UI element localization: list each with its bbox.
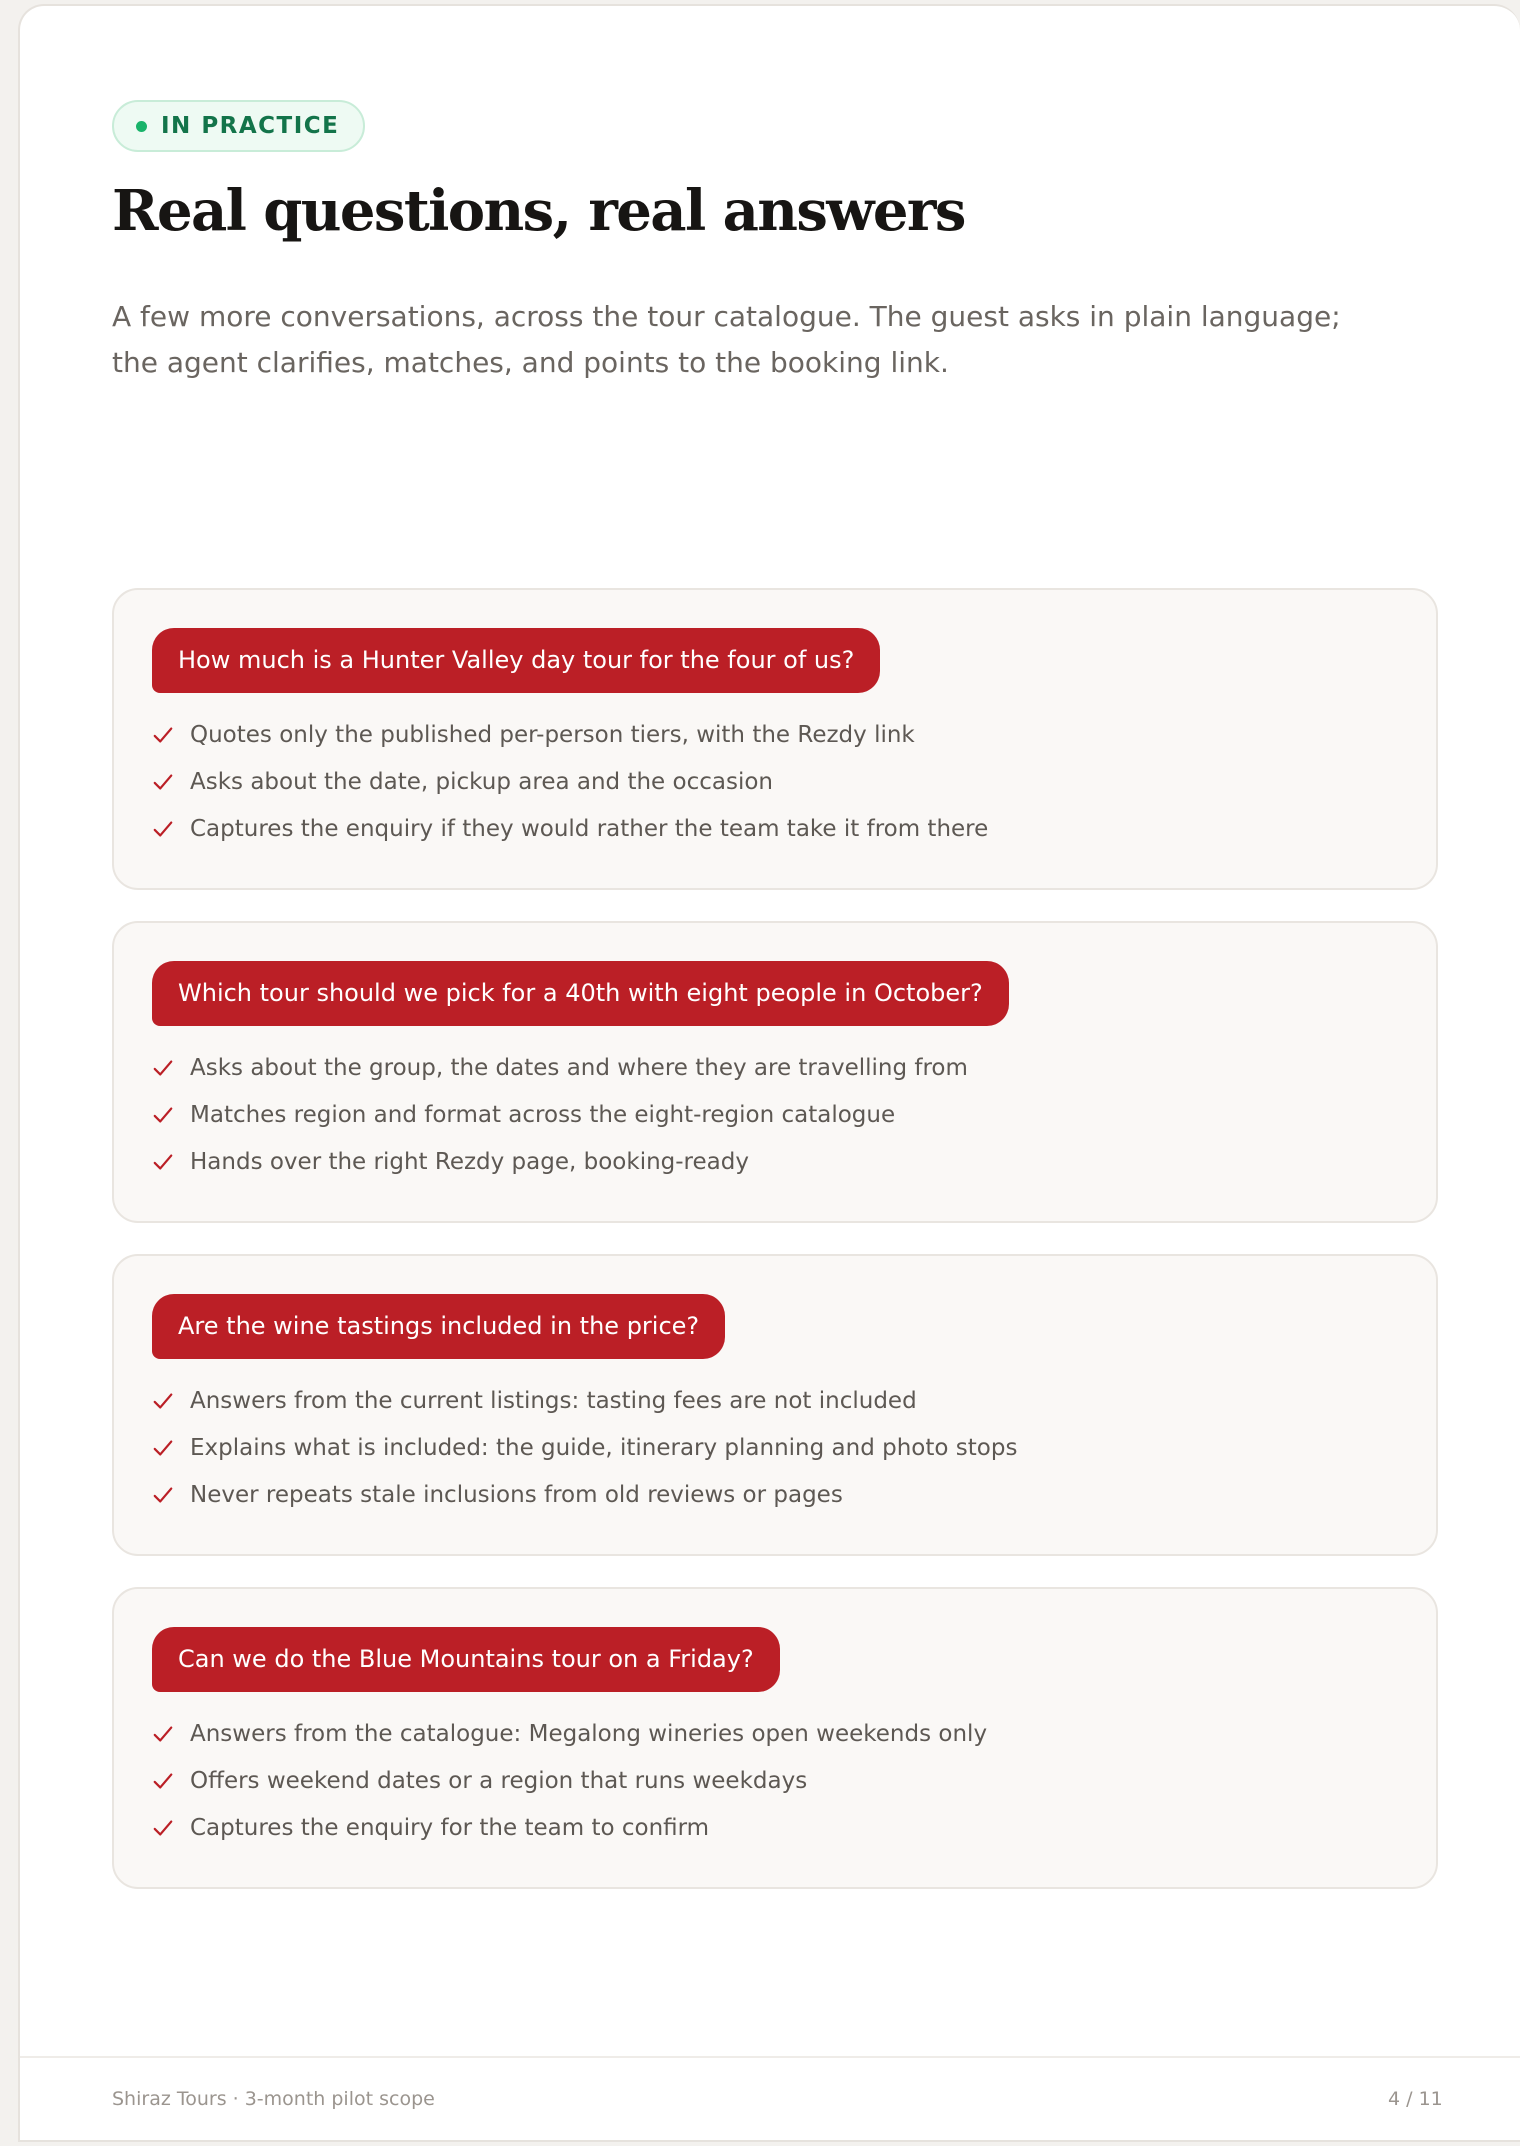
check-icon: [152, 1104, 174, 1126]
answer-points: [152, 711, 1398, 852]
answer-point-text: Quotes only the published per-person tiers, with the Rezdy link: [190, 721, 915, 748]
check-icon: [152, 771, 174, 793]
answer-point: [152, 1138, 1398, 1185]
answer-point: [152, 1091, 1398, 1138]
check-icon: [152, 1817, 174, 1839]
answer-point-text: Answers from the catalogue: Megalong wineries open weekends only: [190, 1720, 988, 1747]
answer-point-text: Captures the enquiry for the team to confirm: [190, 1814, 710, 1841]
conversation-card: [112, 921, 1438, 1223]
slide-page: [18, 4, 1520, 2142]
section-badge-label: IN PRACTICE: [161, 113, 340, 139]
answer-point: [152, 1471, 1398, 1518]
answer-point: [152, 711, 1398, 758]
page-footer: [20, 2056, 1520, 2142]
footer-caption: Shiraz Tours · 3-month pilot scope: [112, 2088, 435, 2110]
answer-point-text: Offers weekend dates or a region that runs weekdays: [190, 1767, 808, 1794]
question-bubble: Can we do the Blue Mountains tour on a Friday?: [152, 1627, 780, 1692]
question-bubble: How much is a Hunter Valley day tour for the four of us?: [152, 628, 880, 693]
answer-points: [152, 1710, 1398, 1851]
conversation-card: [112, 588, 1438, 890]
answer-point: [152, 1044, 1398, 1091]
answer-point-text: Asks about the group, the dates and where they are travelling from: [190, 1054, 968, 1081]
page-title: Real questions, real answers: [112, 178, 965, 244]
check-icon: [152, 1057, 174, 1079]
conversation-card: [112, 1587, 1438, 1889]
answer-point: [152, 805, 1398, 852]
check-icon: [152, 1723, 174, 1745]
check-icon: [152, 1770, 174, 1792]
answer-point: [152, 1377, 1398, 1424]
intro-paragraph: A few more conversations, across the tour catalogue. The guest asks in plain language; the agent clarifies, matches, and points to the booking link.: [112, 300, 1341, 379]
check-icon: [152, 1151, 174, 1173]
answer-points: [152, 1044, 1398, 1185]
check-icon: [152, 724, 174, 746]
answer-point: [152, 758, 1398, 805]
answer-point-text: Never repeats stale inclusions from old reviews or pages: [190, 1481, 843, 1508]
answer-point: [152, 1710, 1398, 1757]
section-badge: [112, 100, 365, 152]
answer-points: [152, 1377, 1398, 1518]
question-bubble: Which tour should we pick for a 40th with eight people in October?: [152, 961, 1009, 1026]
answer-point-text: Hands over the right Rezdy page, booking-ready: [190, 1148, 749, 1175]
answer-point-text: Explains what is included: the guide, itinerary planning and photo stops: [190, 1434, 1018, 1461]
answer-point-text: Captures the enquiry if they would rather the team take it from there: [190, 815, 989, 842]
conversation-cards: [112, 588, 1438, 1920]
check-icon: [152, 1390, 174, 1412]
answer-point-text: Answers from the current listings: tasting fees are not included: [190, 1387, 917, 1414]
answer-point: [152, 1804, 709, 1851]
answer-point: [152, 1757, 807, 1804]
answer-point: [152, 1424, 1398, 1471]
check-icon: [152, 1484, 174, 1506]
conversation-card: [112, 1254, 1438, 1556]
answer-point-text: Asks about the date, pickup area and the occasion: [190, 768, 773, 795]
answer-point-text: Matches region and format across the eight-region catalogue: [190, 1101, 896, 1128]
check-icon: [152, 818, 174, 840]
check-icon: [152, 1437, 174, 1459]
dot-icon: [136, 121, 147, 132]
page-number: 4 / 11: [1388, 2088, 1443, 2110]
question-bubble: Are the wine tastings included in the price?: [152, 1294, 725, 1359]
